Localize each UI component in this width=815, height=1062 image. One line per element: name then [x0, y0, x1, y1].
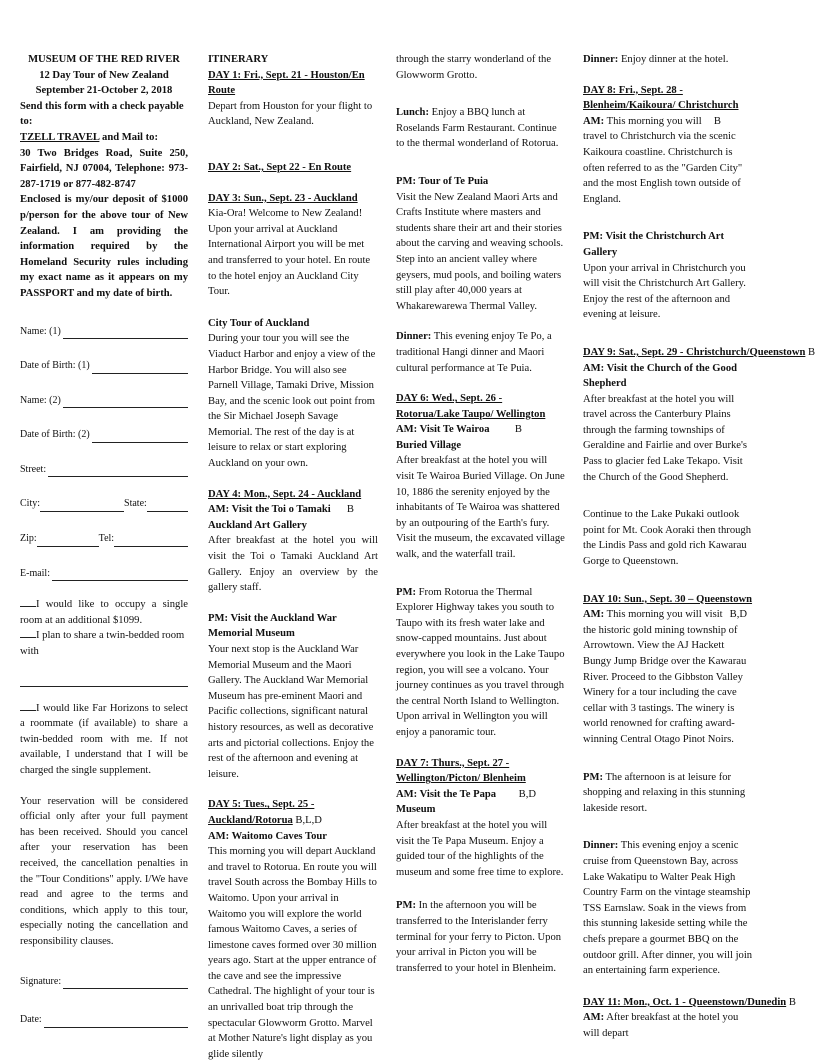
day9-meal: B	[808, 346, 815, 358]
street-field[interactable]: Street:	[20, 462, 188, 478]
dob1-field[interactable]: Date of Birth: (1)	[20, 358, 188, 374]
day1-text: Depart from Houston for your flight to Auckland, New Zealand.	[208, 100, 373, 128]
day11-am-label: AM:	[583, 1012, 605, 1024]
day4-pm-text: Your next stop is the Auckland War Memorial Museum and the Maori Gallery. The Auckland War Memorial Museum has pre-eminent Maori and Pacific collections, significant natural history resources, as well as decorative arts and pictorial collections. Enjoy the rest of the afternoon and evening at leisure.	[208, 644, 374, 780]
day11-heading: DAY 11: Mon., Oct. 1 - Queenstown/Dunedin	[583, 996, 787, 1008]
signature-field[interactable]: Signature:	[20, 974, 188, 990]
day10-am-label: AM:	[583, 609, 605, 621]
name2-field[interactable]: Name: (2)	[20, 393, 188, 409]
day5-meal: B,L,D	[295, 814, 322, 826]
zip-field[interactable]	[37, 536, 99, 547]
day9-continuation: Continue to the Lake Pukaki outlook point for Mt. Cook Aoraki then through the Lindis Pass and gold rich Kawarau Gorge to Queenstown.	[583, 509, 752, 568]
city-tour-heading: City Tour of Auckland	[208, 317, 310, 329]
day7-pm-text: In the afternoon you will be transferred to the Interislander ferry terminal for your ferry to Picton. Upon your arrival in Picton you will be transferred to your hotel in Blenheim.	[396, 900, 562, 974]
zip-tel-row	[20, 531, 188, 547]
payee: TZELL TRAVEL	[20, 131, 100, 143]
col3-continuation: through the starry wonderland of the Glowworm Grotto.	[396, 54, 552, 81]
tel-label: Tel:	[98, 533, 115, 545]
lunch-label: Lunch:	[396, 107, 429, 119]
day11-am-text: After breakfast at the hotel you will depart	[583, 1012, 739, 1039]
day8-am-label: AM:	[583, 115, 605, 127]
share-room-option[interactable]: I plan to share a twin-bedded room with	[20, 630, 185, 658]
day2-heading: DAY 2: Sat., Sept 22 - En Route	[208, 161, 352, 173]
day10-meal: B,D	[729, 609, 747, 621]
date-field[interactable]: Date:	[20, 1012, 188, 1028]
day7-pm-label: PM:	[396, 900, 416, 912]
day4-heading: DAY 4: Mon., Sept. 24 - Auckland	[208, 488, 362, 500]
day9-am-text: After breakfast at the hotel you will travel across the Canterbury Plains through the farming townships of Geraldine and Fairlie and over Burke's Pass to glacier fed Lake Tekapo. Visit the Church of the Good Shepherd.	[583, 393, 747, 483]
mail-to: and Mail to:	[99, 131, 158, 143]
send-line: Send this form with a check payable to:	[20, 100, 184, 128]
day6-pm-label: PM:	[396, 586, 416, 598]
day4-meal: B	[346, 504, 354, 516]
dob2-field[interactable]: Date of Birth: (2)	[20, 427, 188, 443]
day8-pm-text: Upon your arrival in Christchurch you will visit the Christchurch Art Gallery. Enjoy the rest of the afternoon and evening at leisure.	[583, 262, 746, 321]
roommate-option[interactable]: I would like Far Horizons to select a roommate (if available) to share a twin-bedded room with me. If not available, I understand that I will be charged the single supplement.	[20, 702, 188, 776]
roommate-name-field[interactable]	[20, 660, 188, 687]
day8-heading: DAY 8: Fri., Sept. 28 - Blenheim/Kaikoura/ Christchurch B	[583, 83, 755, 114]
day7-heading: DAY 7: Thurs., Sept. 27 - Wellington/Picton/ Blenheim B,D	[396, 756, 566, 787]
email-field[interactable]: E-mail:	[20, 566, 188, 582]
day5-am-heading: AM: Waitomo Caves Tour	[208, 830, 327, 842]
form-heading-3: September 21-October 2, 2018	[35, 85, 173, 97]
day4-am-text: After breakfast at the hotel you will visit the Toi o Tamaki Auckland Art Gallery. Enjoy an overview by the gallery staff.	[208, 535, 378, 594]
dinner5-text: This evening enjoy Te Po, a traditional Hangi dinner and Maori cultural performance at Te Puia.	[396, 331, 552, 374]
day6-am-text: After breakfast at the hotel you will visit Te Wairoa Buried Village. On June 10, 1886 the serenity enjoyed by the inhabitants of Te Wairoa was shattered by an outpouring of the Earth's fury. Visit the museum, the excavated village walk, and the waterfall trail.	[396, 455, 565, 561]
dinner5-label: Dinner:	[396, 331, 432, 343]
day11-meal: B	[788, 996, 796, 1008]
form-heading-2: 12 Day Tour of New Zealand	[39, 69, 169, 81]
day7-meal: B,D	[518, 788, 536, 800]
zip-label: Zip:	[20, 533, 37, 545]
itinerary-column-1	[208, 52, 378, 1062]
tel-field[interactable]	[114, 536, 188, 547]
day6-pm-text: From Rotorua the Thermal Explorer Highway takes you south to Taupo with its fresh water lake and snow-capped mountains. Just about everywhere you look in the Lake Taupo region, you will see a volcano. Your journey continues as you travel through the central North Island to Wellington. Upon arrival in Wellington you will enjoy a panoramic tour.	[396, 586, 565, 738]
te-puia-text: Visit the New Zealand Maori Arts and Crafts Institute where masters and students share their art and their stories about the carving and weaving schools. Step into an ancient valley where geysers, mud pools, and boiling waters still play after 40,000 years at Whakarewarewa Thermal Valley.	[396, 191, 564, 312]
form-heading-1: MUSEUM OF THE RED RIVER	[28, 54, 180, 65]
dinner7-text: Enjoy dinner at the hotel.	[618, 54, 729, 65]
day10-pm-text: The afternoon is at leisure for shopping and relaxing in this stunning lakeside resort.	[583, 771, 746, 814]
day4-pm-heading: PM: Visit the Auckland War Memorial Museum	[208, 612, 337, 640]
day5-heading: DAY 5: Tues., Sept. 25 - Auckland/Rotorua	[208, 799, 315, 826]
day5-am-text: This morning you will depart Auckland and travel to Rotorua. En route you will travel South across the Bombay Hills to Waitomo. Upon your arrival in Waitomo you will explore the world famous Waitomo Caves, a series of limestone caves formed over 30 million years ago. Start at the upper entrance of the cave and see the impressive Cathedral. The highlight of your tour is an unrivalled boat trip through the spectacular Glowworm Grotto. Marvel at Mother Nature's light display as you glide silently	[208, 846, 377, 1060]
address: 30 Two Bridges Road, Suite 250, Fairfield, NJ 07004, Telephone: 973-287-1719 or 877-482-8747	[20, 147, 188, 190]
dinner10-label: Dinner:	[583, 840, 619, 852]
dinner10-text: This evening enjoy a scenic cruise from Queenstown Bay, across Lake Wakatipu to Walter Peak High Country Farm on the vintage steamship TSS Earnslaw. Soak in the views from this stunning lakeside setting while the chefs prepare a gourmet BBQ on the outdoor grill. After dinner, you will join an entertaining farm experience.	[583, 840, 753, 977]
day3-heading: DAY 3: Sun., Sept. 23 - Auckland	[208, 192, 358, 204]
state-label: State:	[124, 498, 147, 510]
day6-meal: B	[514, 424, 522, 436]
name1-field[interactable]: Name: (1)	[20, 324, 188, 340]
day8-am-text: This morning you will travel to Christchurch via the scenic Kaikoura coastline. Christchurch is often referred to as the "Garden City" and the most English town outside of England.	[583, 115, 743, 205]
single-room-option[interactable]: I would like to occupy a single room at an additional $1099.	[20, 599, 188, 626]
day8-pm-heading: PM: Visit the Christchurch Art Gallery	[583, 231, 725, 258]
state-field[interactable]	[147, 501, 188, 512]
day3-text: Kia-Ora! Welcome to New Zealand! Upon your arrival at Auckland International Airport you will be met and transferred to your hotel. En route to the hotel enjoy an Auckland City Tour.	[208, 208, 371, 298]
itinerary-column-3	[583, 52, 815, 1041]
itinerary-title: ITINERARY	[208, 54, 269, 65]
day1-heading: DAY 1: Fri., Sept. 21 - Houston/En Route	[208, 69, 365, 97]
day6-am-heading: AM: Visit Te Wairoa Buried Village	[396, 424, 490, 451]
day10-am-text: This morning you will visit the historic gold mining township of Arrowtown. View the AJ Hackett Bungy Jump Bridge over the Kawarau River. Proceed to the Gibbston Valley Winery for a tour including the cave cellar with 3 tastings. The winery is world renowned for crafting award-winning Central Otago Pinot Noirs.	[583, 609, 747, 745]
te-puia-heading: PM: Tour of Te Puia	[396, 175, 489, 187]
day6-heading: DAY 6: Wed., Sept. 26 - Rotorua/Lake Taupo/ Wellington B	[396, 391, 566, 422]
day7-am-heading: AM: Visit the Te Papa Museum	[396, 788, 497, 816]
day7-am-text: After breakfast at the hotel you will visit the Te Papa Museum. Enjoy a guided tour of the highlights of the museum and some free time to explore.	[396, 819, 564, 878]
enclosed-text: Enclosed is my/our deposit of $1000 p/person for the above tour of New Zealand. I am providing the information required by the Homeland Security rules including my exact name as it appears on my PASSPORT and my date of birth.	[20, 194, 188, 299]
city-tour-text: During your tour you will see the Viaduct Harbor and enjoy a view of the Harbor Bridge. You will also see Parnell Village, Tamaki Drive, Mission Bay, and the scenic look out point from the Sir Michael Joseph Savage Memorial. The rest of the day is at leisure to relax or start exploring Auckland on your own.	[208, 333, 376, 470]
official-text: Your reservation will be considered official only after your full payment has been received. Should you cancel after your reservation has been received, the cancellation penalties in the "Tour Conditions" apply. I/We have read and agree to the terms and conditions, which apply to this tour, especially noting the cancellation and responsibility clauses.	[20, 795, 188, 947]
day9-am-heading: AM: Visit the Church of the Good Shepherd	[583, 362, 738, 390]
city-label: City:	[20, 498, 41, 510]
city-state-row	[20, 496, 188, 512]
day9-heading: DAY 9: Sat., Sept. 29 - Christchurch/Queenstown	[583, 346, 806, 358]
city-field[interactable]	[40, 501, 124, 512]
lunch-text: Enjoy a BBQ lunch at Roselands Farm Restaurant. Continue to the thermal wonderland of Rotorua.	[396, 107, 559, 150]
day10-pm-label: PM:	[583, 771, 603, 783]
registration-form	[20, 52, 188, 1047]
dinner7-label: Dinner:	[583, 54, 619, 65]
day10-heading: DAY 10: Sun., Sept. 30 – Queenstown	[583, 593, 753, 605]
itinerary-column-2	[396, 52, 566, 976]
day8-meal: B	[713, 115, 721, 127]
day4-am-heading: AM: Visit the Toi o Tamaki Auckland Art Gallery	[208, 504, 331, 531]
